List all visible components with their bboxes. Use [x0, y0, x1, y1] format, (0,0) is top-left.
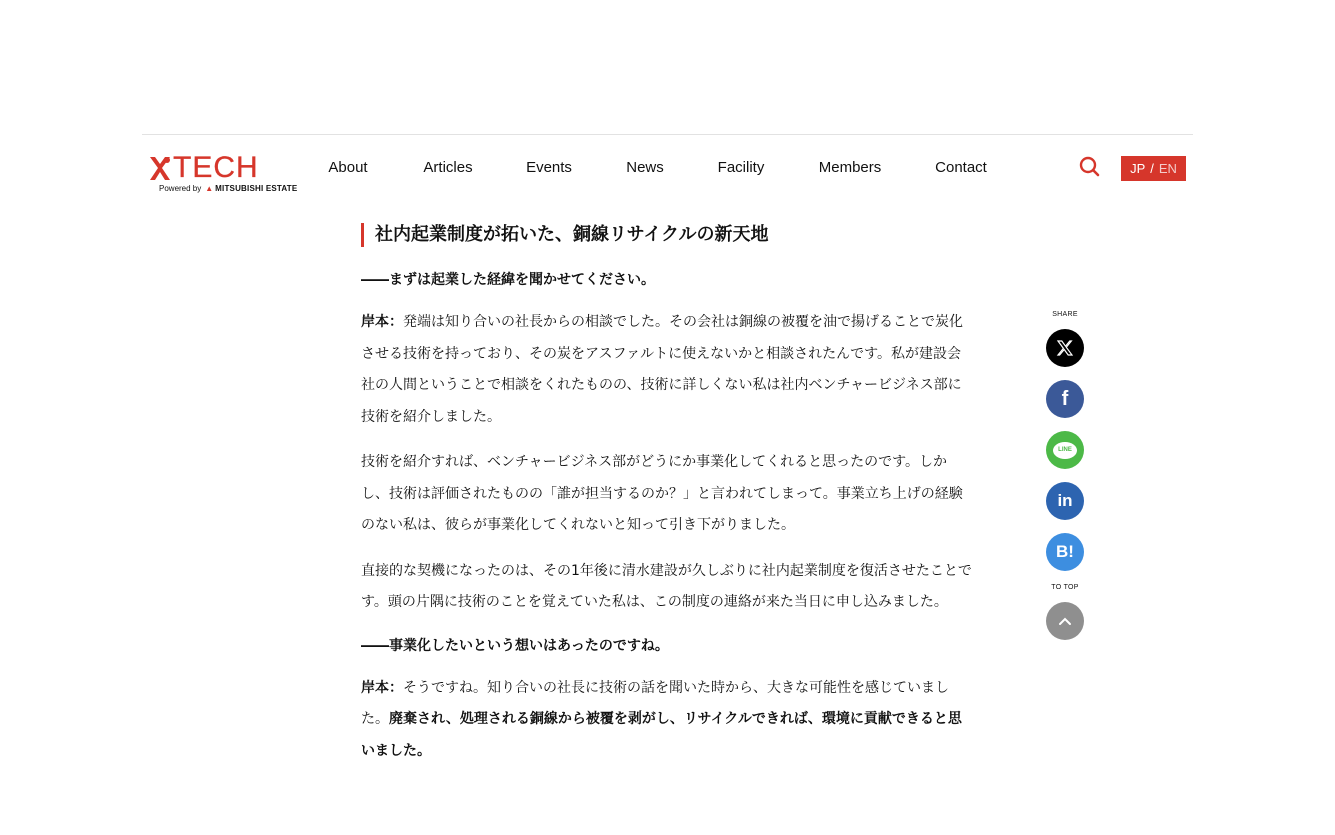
page-frame	[142, 134, 1193, 759]
linkedin-share-button[interactable]	[1046, 482, 1084, 520]
line-share-button[interactable]	[1046, 431, 1084, 469]
body-paragraph: 直接的な契機になったのは、その1年後に清水建設が久しぶりに社内起業制度を復活させたことです。頭の片隅に技術のことを覚えていた私は、この制度の連絡が来た当日に申し込みました。	[361, 562, 972, 610]
body-paragraph: 技術を紹介すれば、ベンチャービジネス部がどうにか事業化してくれると思ったのです。しかし、技術は評価されたものの「誰が担当するのか？」と言われてしまって。事業立ち上げの経験のない私は、彼らが事業化してくれないと知って引き下がりました。	[361, 454, 963, 533]
facebook-share-button[interactable]	[1046, 380, 1084, 418]
section-heading: 社内起業制度が拓いた、銅線リサイクルの新天地	[361, 223, 973, 247]
article-body	[361, 223, 973, 781]
interview-question: ――まずは起業した経緯を聞かせてください。	[361, 272, 655, 288]
answer-text: そうですね。知り合いの社長に技術の話を聞いた時から、大きな可能性を感じていました。	[361, 679, 949, 727]
linkedin-icon: in	[1057, 491, 1073, 510]
nav-contact[interactable]: Contact	[935, 159, 987, 176]
answer-paragraph	[361, 673, 973, 768]
nav-events[interactable]: Events	[526, 159, 572, 176]
nav-members[interactable]: Members	[818, 159, 882, 176]
nav-articles[interactable]: Articles	[423, 159, 473, 176]
share-label: SHARE	[1052, 311, 1078, 318]
speaker-name: 岸本：	[361, 679, 403, 696]
nav-about[interactable]: About	[328, 159, 368, 176]
mitsubishi-mark-icon: ▲	[205, 184, 214, 193]
mitsubishi-estate-label: MITSUBISHI ESTATE	[215, 184, 298, 193]
to-top-label: TO TOP	[1051, 584, 1079, 591]
language-switch	[1121, 156, 1186, 181]
facebook-icon: f	[1061, 387, 1069, 410]
logo-powered-by	[159, 184, 297, 194]
hatena-share-button[interactable]	[1046, 533, 1084, 571]
x-icon	[1056, 339, 1074, 357]
x-logo-mark-icon	[148, 155, 172, 183]
logo-text: TECH	[173, 151, 259, 184]
lang-jp[interactable]: JP	[1130, 161, 1146, 176]
line-icon	[1053, 442, 1077, 459]
chevron-up-icon	[1058, 616, 1072, 626]
interview-question: ――事業化したいという想いはあったのですね。	[361, 637, 669, 654]
answer-text: 発端は知り合いの社長からの相談でした。その会社は銅線の被覆を油で揚げることで炭化させる技術を持っており、その炭をアスファルトに使えないかと相談されたんです。私が建設会社の人間ということで相談をくれたものの、技術に詳しくない私は社内ベンチャービジネス部に技術を紹介しました。	[361, 314, 963, 425]
share-bar	[1045, 311, 1085, 653]
lang-separator: /	[1150, 161, 1154, 176]
to-top-button[interactable]	[1046, 602, 1084, 640]
search-icon	[1079, 156, 1101, 178]
line-icon-text: LINE	[1058, 447, 1072, 453]
powered-by-label: Powered by	[159, 184, 202, 193]
nav-news[interactable]: News	[626, 159, 664, 176]
lang-en[interactable]: EN	[1158, 161, 1177, 176]
nav-facility[interactable]: Facility	[717, 159, 765, 176]
x-share-button[interactable]	[1046, 329, 1084, 367]
hatena-icon: B!	[1056, 542, 1074, 561]
xtech-logo[interactable]	[148, 151, 298, 195]
answer-emphasis: 廃棄され、処理される銅線から被覆を剥がし、リサイクルできれば、環境に貢献できると思いました。	[361, 711, 962, 759]
speaker-name: 岸本：	[361, 314, 403, 330]
search-button[interactable]	[1079, 156, 1101, 178]
answer-paragraph	[361, 307, 973, 433]
